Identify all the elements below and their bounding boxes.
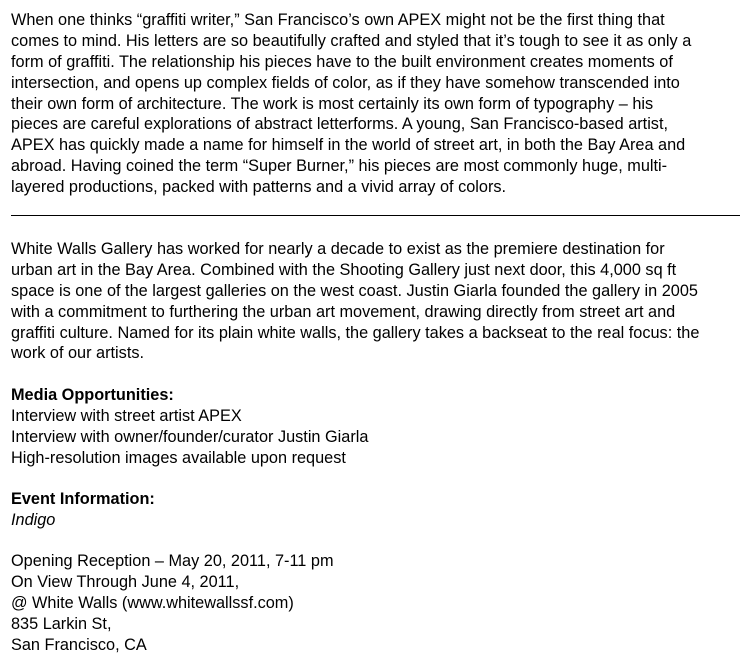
intro-line: When one thinks “graffiti writer,” San Francisco’s own APEX might not be the first thing that: [11, 11, 665, 29]
event-title: Indigo: [11, 510, 56, 529]
media-opportunities: [11, 385, 740, 469]
intro-paragraph: [11, 10, 740, 198]
media-item: Interview with owner/founder/curator Justin Giarla: [11, 427, 369, 446]
intro-line: form of graffiti. The relationship his pieces have to the built environment creates moments of: [11, 52, 673, 71]
press-release-body: [11, 239, 740, 656]
gallery-line: graffiti culture. Named for its plain white walls, the gallery takes a backseat to the real focus: the: [11, 323, 700, 342]
event-detail: @ White Walls (www.whitewallssf.com): [11, 593, 294, 612]
event-detail: 835 Larkin St,: [11, 614, 112, 633]
event-detail: Opening Reception – May 20, 2011, 7-11 pm: [11, 552, 334, 571]
section-divider: [11, 215, 740, 216]
spacer: [11, 364, 740, 385]
event-heading: Event Information:: [11, 489, 155, 508]
intro-line: comes to mind. His letters are so beautifully crafted and styled that it’s tough to see it as only a: [11, 31, 692, 50]
spacer: [11, 468, 740, 489]
intro-line: layered productions, packed with patterns and a vivid array of colors.: [11, 178, 507, 197]
intro-line: pieces are careful explorations of abstract letterforms. A young, San Francisco-based artist,: [11, 115, 668, 134]
media-item: Interview with street artist APEX: [11, 406, 242, 425]
intro-line: intersection, and opens up complex fields of color, as if they have somehow transcended into: [11, 73, 680, 92]
gallery-line: urban art in the Bay Area. Combined with the Shooting Gallery just next door, this 4,000 sq ft: [11, 260, 677, 279]
event-detail: On View Through June 4, 2011,: [11, 573, 240, 592]
gallery-line: with a commitment to furthering the urban art movement, drawing directly from street art and: [11, 302, 676, 321]
gallery-paragraph: [11, 239, 740, 364]
media-heading: Media Opportunities:: [11, 385, 174, 404]
intro-line: their own form of architecture. The work is most certainly its own form of typography – his: [11, 94, 654, 113]
intro-line: abroad. Having coined the term “Super Burner,” his pieces are most commonly huge, multi-: [11, 157, 668, 176]
event-detail: San Francisco, CA: [11, 635, 147, 654]
gallery-line: White Walls Gallery has worked for nearly a decade to exist as the premiere destination for: [11, 240, 665, 258]
spacer: [11, 531, 740, 552]
intro-line: APEX has quickly made a name for himself in the world of street art, in both the Bay Area and: [11, 136, 686, 155]
event-information: [11, 489, 740, 656]
gallery-line: space is one of the largest galleries on the west coast. Justin Giarla founded the gallery in 2005: [11, 281, 698, 300]
gallery-line: work of our artists.: [11, 344, 145, 363]
media-item: High-resolution images available upon request: [11, 448, 346, 467]
